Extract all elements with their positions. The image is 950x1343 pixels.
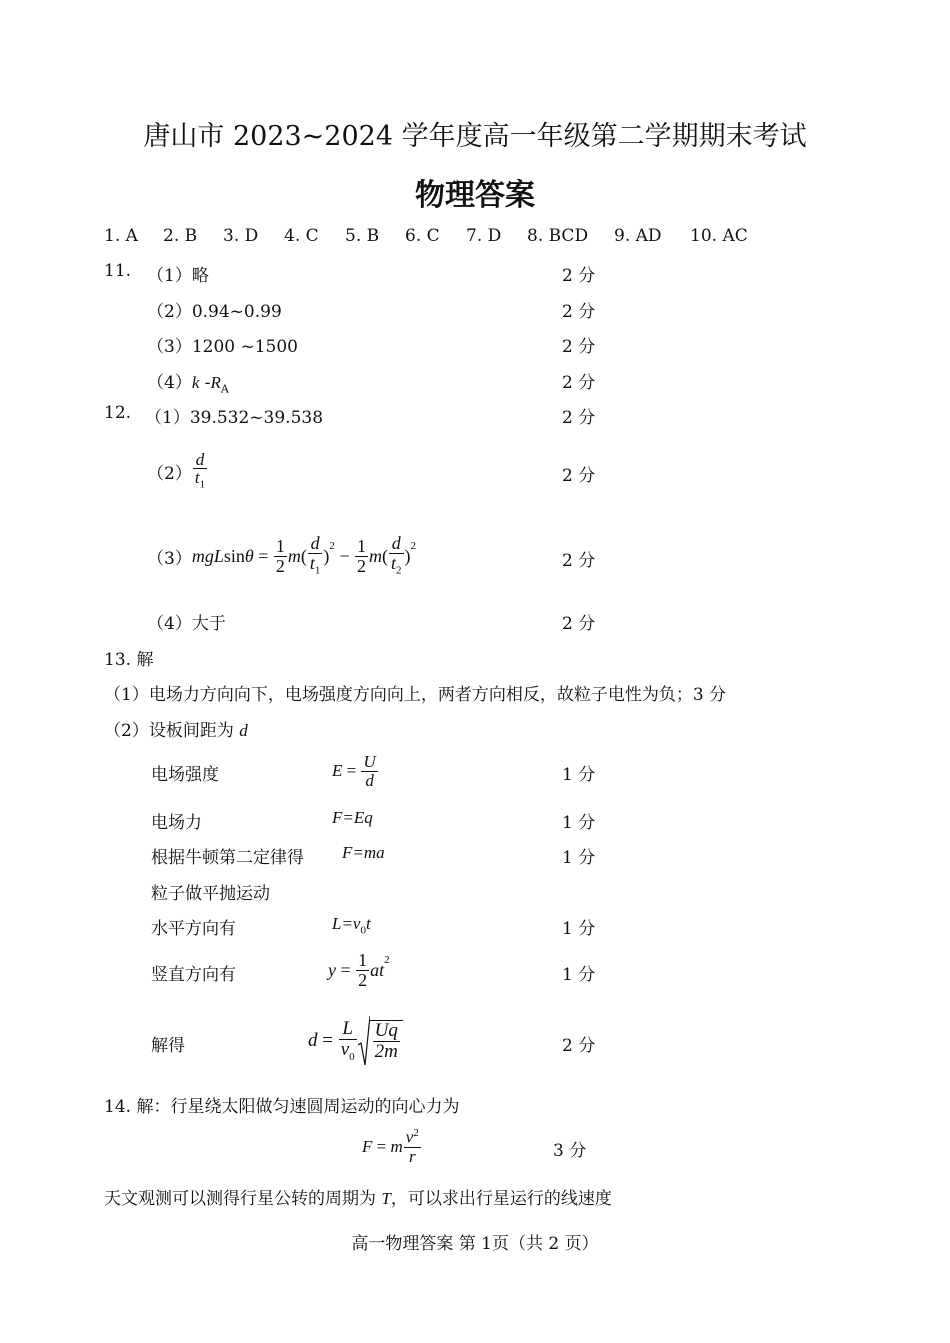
q12-score2: 2 分 bbox=[562, 466, 596, 486]
q13-row1-E: E bbox=[332, 761, 343, 780]
q12-part3-frac2 bbox=[389, 534, 404, 577]
q14-line2 bbox=[104, 1184, 612, 1209]
q13-row7-score: 2 分 bbox=[562, 1036, 596, 1056]
q14-line2-T: T bbox=[381, 1189, 391, 1208]
q13-row1-eq: = bbox=[342, 761, 361, 780]
q13-row2-formula: F=Eq bbox=[332, 808, 373, 827]
q13-row1-fraction bbox=[361, 753, 377, 790]
q13-row3-score: 1 分 bbox=[562, 848, 596, 868]
mc-answer-8: 8. BCD bbox=[527, 226, 589, 246]
q12-score1: 2 分 bbox=[562, 408, 596, 428]
mc-answer-2: 2. B bbox=[163, 226, 198, 246]
q13-part2 bbox=[104, 716, 248, 741]
q14-num: v bbox=[405, 1127, 414, 1147]
q13-row6-y: y bbox=[328, 959, 336, 980]
mc-answer-3: 3. D bbox=[223, 226, 259, 246]
q13-row7-d: d bbox=[308, 1030, 318, 1051]
q13-row5-score: 1 分 bbox=[562, 919, 596, 939]
mc-answer-1: 1. A bbox=[104, 226, 138, 246]
q12-part2-label: （2） bbox=[147, 463, 192, 484]
q12-part3-eq: = bbox=[253, 545, 273, 566]
q12-part3-m1: m bbox=[287, 545, 301, 566]
q11-part3: （3）1200 ~1500 bbox=[147, 337, 298, 357]
q13-row5-sub: 0 bbox=[360, 924, 366, 937]
mc-answer-10: 10. AC bbox=[690, 226, 748, 246]
q11-part4 bbox=[147, 368, 229, 395]
q11-number: 11. bbox=[104, 261, 132, 281]
q13-row1-den: d bbox=[365, 770, 374, 790]
q14-fraction bbox=[404, 1128, 421, 1165]
q13-row4-label: 粒子做平抛运动 bbox=[151, 884, 270, 904]
q13-row1-formula bbox=[332, 746, 379, 796]
q13-row7-rad-num: Uq bbox=[374, 1020, 398, 1042]
q13-row1-score: 1 分 bbox=[562, 765, 596, 785]
q13-row7-fraction bbox=[339, 1019, 357, 1063]
q13-row6-sq: 2 bbox=[384, 954, 390, 966]
q12-part2-den-sub: 1 bbox=[199, 478, 206, 491]
q13-part1: （1）电场力方向向下，电场强度方向向上，两者方向相反，故粒子电性为负；3 分 bbox=[104, 685, 727, 705]
q14-line2-a: 天文观测可以测得行星公转的周期为 bbox=[104, 1189, 382, 1209]
q14-score: 3 分 bbox=[553, 1141, 587, 1161]
q13-row5-formula bbox=[332, 914, 371, 936]
q13-heading: 13. 解 bbox=[104, 650, 154, 670]
q13-row2-label: 电场力 bbox=[151, 813, 202, 833]
q13-row7-label: 解得 bbox=[151, 1036, 185, 1056]
q12-part3-lp1: ( bbox=[300, 545, 307, 566]
q13-row7-eq: = bbox=[317, 1030, 338, 1051]
q11-part2: （2）0.94~0.99 bbox=[147, 302, 282, 322]
q14-den: r bbox=[408, 1146, 416, 1166]
q13-row7-den-sub: 0 bbox=[349, 1050, 355, 1063]
q12-part3-minus: − bbox=[334, 545, 355, 566]
half1-num: 1 bbox=[275, 535, 285, 556]
q13-row7-rad-den: 2m bbox=[374, 1041, 398, 1062]
q13-row3-formula: F=ma bbox=[342, 843, 385, 862]
half2-den: 2 bbox=[357, 555, 367, 576]
half2-num: 1 bbox=[357, 535, 367, 556]
q11-part4-R: R bbox=[210, 373, 221, 392]
mc-answer-5: 5. B bbox=[345, 226, 380, 246]
q12-part3-m2: m bbox=[369, 545, 383, 566]
q13-part2-text: （2）设板间距为 bbox=[104, 721, 240, 741]
mc-answer-4: 4. C bbox=[284, 226, 319, 246]
q11-part4-mid: - bbox=[199, 373, 211, 393]
q13-row6-den: 2 bbox=[358, 969, 368, 990]
q14-heading: 14. 解：行星绕太阳做匀速圆周运动的向心力为 bbox=[104, 1097, 460, 1117]
page-subtitle: 物理答案 bbox=[415, 178, 535, 213]
q12-score3: 2 分 bbox=[562, 551, 596, 571]
q11-part1: （1）略 bbox=[147, 266, 209, 286]
frac2-den: t bbox=[391, 553, 397, 574]
mc-answer-9: 9. AD bbox=[614, 226, 662, 246]
q13-row6-formula bbox=[328, 942, 390, 998]
q14-formula bbox=[362, 1122, 422, 1172]
q12-part3-sin: sin bbox=[223, 545, 245, 566]
q13-row3-label: 根据牛顿第二定律得 bbox=[151, 848, 304, 868]
q13-part2-var: d bbox=[239, 721, 248, 740]
q11-part4-label: （4） bbox=[147, 373, 192, 393]
q12-part3-rp2: ) bbox=[404, 545, 411, 566]
q14-line2-b: ，可以求出行星运行的线速度 bbox=[390, 1189, 612, 1209]
sqrt-icon bbox=[358, 1015, 370, 1067]
q12-part3-theta: θ bbox=[244, 545, 254, 566]
q13-row6-at: at bbox=[370, 959, 385, 980]
q12-part3-lp2: ( bbox=[382, 545, 389, 566]
q13-row6-score: 1 分 bbox=[562, 965, 596, 985]
q13-row5-label: 水平方向有 bbox=[151, 919, 236, 939]
mc-answer-7: 7. D bbox=[466, 226, 502, 246]
q11-score1: 2 分 bbox=[562, 266, 596, 286]
q13-row1-num: U bbox=[363, 751, 376, 771]
q11-part4-sub: A bbox=[220, 382, 229, 396]
q13-row7-sqrt bbox=[358, 1015, 403, 1067]
q13-row6-eq: = bbox=[336, 959, 356, 980]
q12-part3-half2 bbox=[355, 537, 368, 576]
q13-row5-L: L=v bbox=[332, 914, 361, 933]
q13-row6-label: 竖直方向有 bbox=[151, 965, 236, 985]
page-footer: 高一物理答案 第 1页（共 2 页） bbox=[351, 1234, 599, 1254]
q14-num-sup: 2 bbox=[413, 1127, 419, 1140]
q12-part2-den: t bbox=[194, 468, 200, 488]
q12-part3-sq2: 2 bbox=[410, 540, 417, 552]
q11-score4: 2 分 bbox=[562, 373, 596, 393]
q12-number: 12. bbox=[104, 403, 132, 423]
q11-part4-k: k bbox=[191, 373, 200, 392]
mc-answer-6: 6. C bbox=[405, 226, 440, 246]
frac2-sub: 2 bbox=[396, 564, 402, 577]
q11-score2: 2 分 bbox=[562, 302, 596, 322]
q13-row7-formula bbox=[308, 1010, 403, 1072]
half1-den: 2 bbox=[275, 555, 285, 576]
frac2-num: d bbox=[389, 534, 404, 554]
q13-row7-den: v bbox=[340, 1038, 350, 1060]
q12-part1: （1）39.532~39.538 bbox=[145, 408, 324, 428]
frac1-num: d bbox=[308, 534, 323, 554]
q14-eq: = bbox=[372, 1137, 391, 1156]
q12-part3-sq1: 2 bbox=[329, 540, 335, 552]
q12-part3-frac1 bbox=[308, 534, 323, 577]
q14-F: F bbox=[362, 1137, 373, 1156]
q14-m: m bbox=[390, 1137, 403, 1156]
q12-part3-rp1: ) bbox=[323, 545, 330, 566]
q13-row6-num: 1 bbox=[358, 949, 368, 970]
page-title: 唐山市 2023~2024 学年度高一年级第二学期期末考试 bbox=[143, 121, 807, 152]
q13-row5-t: t bbox=[365, 914, 371, 933]
q12-part2-num: d bbox=[193, 451, 207, 470]
q13-row1-label: 电场强度 bbox=[151, 765, 219, 785]
q12-part4: （4）大于 bbox=[147, 614, 226, 634]
frac1-den: t bbox=[309, 553, 315, 574]
q12-part3-lhs: mgL bbox=[191, 545, 224, 566]
q11-score3: 2 分 bbox=[562, 337, 596, 357]
q13-row7-rad-fraction bbox=[373, 1021, 400, 1062]
q12-part3 bbox=[147, 526, 416, 586]
q12-part2 bbox=[147, 441, 208, 501]
q12-part3-half1 bbox=[274, 537, 287, 576]
q12-score4: 2 分 bbox=[562, 614, 596, 634]
frac1-sub: 1 bbox=[314, 564, 321, 577]
q13-row2-score: 1 分 bbox=[562, 813, 596, 833]
q12-part3-label: （3） bbox=[147, 548, 192, 569]
q12-part2-fraction bbox=[193, 451, 207, 492]
q13-row6-fraction bbox=[356, 951, 369, 990]
q13-row7-num: L bbox=[339, 1019, 357, 1040]
